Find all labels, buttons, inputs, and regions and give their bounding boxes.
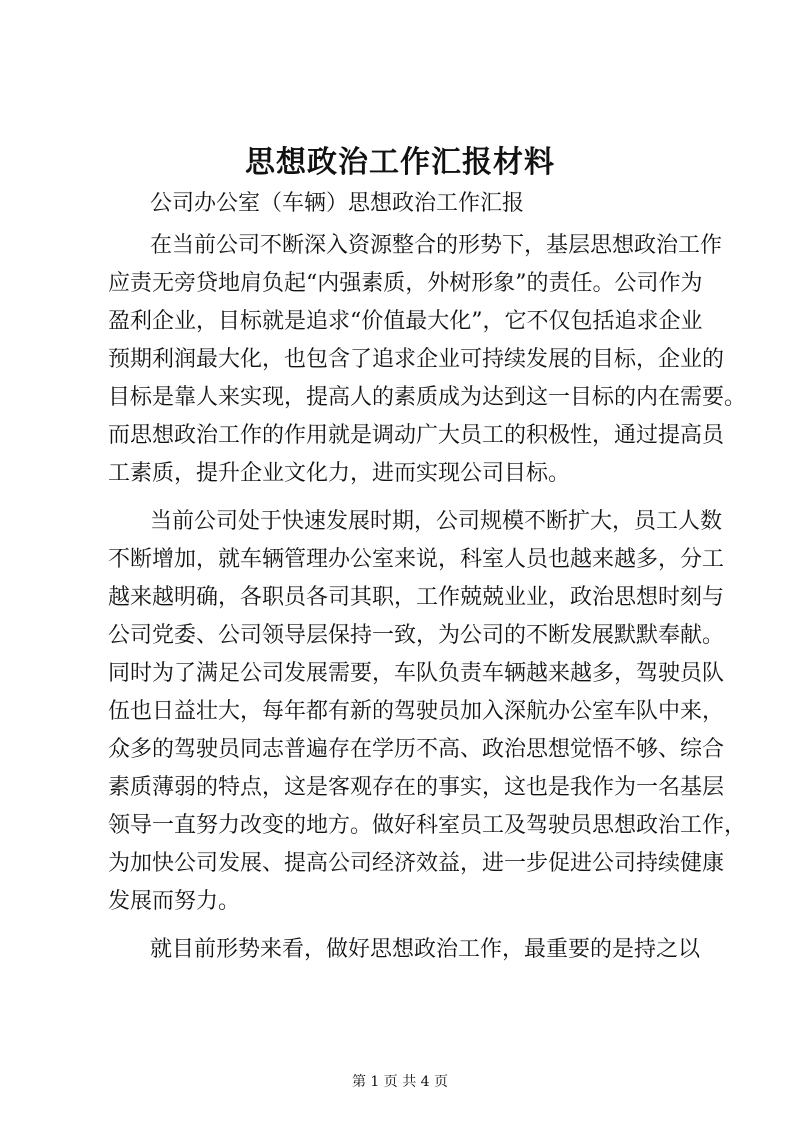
paragraph-line: 预期利润最大化，也包含了追求企业可持续发展的目标，企业的 (108, 347, 725, 372)
document-title: 思想政治工作汇报材料 (245, 145, 555, 180)
paragraph-line: 应责无旁贷地肩负起“内强素质，外树形象”的责任。公司作为 (108, 271, 703, 296)
paragraph-line: 伍也日益壮大，每年都有新的驾驶员加入深航办公室车队中来， (108, 699, 725, 724)
paragraph-line: 越来越明确，各职员各司其职，工作兢兢业业，政治思想时刻与 (108, 585, 725, 610)
paragraph-line: 发展而努力。 (108, 889, 241, 914)
paragraph-line: 在当前公司不断深入资源整合的形势下，基层思想政治工作 (150, 233, 723, 258)
paragraph-line: 当前公司处于快速发展时期，公司规模不断扩大，员工人数 (150, 509, 723, 534)
paragraph-line: 为加快公司发展、提高公司经济效益，进一步促进公司持续健康 (108, 851, 725, 876)
paragraph-line: 就目前形势来看，做好思想政治工作，最重要的是持之以 (150, 937, 701, 962)
paragraph-line: 众多的驾驶员同志普遍存在学历不高、政治思想觉悟不够、综合 (108, 737, 725, 762)
paragraph-line: 不断增加，就车辆管理办公室来说，科室人员也越来越多，分工 (108, 547, 725, 572)
paragraph-line: 素质薄弱的特点，这是客观存在的事实，这也是我作为一名基层 (108, 775, 725, 800)
paragraph-line: 公司党委、公司领导层保持一致，为公司的不断发展默默奉献。 (108, 623, 725, 648)
paragraph-line: 目标是靠人来实现，提高人的素质成为达到这一目标的内在需要。 (108, 385, 747, 410)
page-footer: 第 1 页 共 4 页 (351, 1074, 449, 1090)
paragraph-line: 领导一直努力改变的地方。做好科室员工及驾驶员思想政治工作， (108, 813, 747, 838)
document-subtitle: 公司办公室（车辆）思想政治工作汇报 (150, 191, 525, 216)
paragraph-line: 同时为了满足公司发展需要，车队负责车辆越来越多，驾驶员队 (108, 661, 725, 686)
paragraph-line: 工素质，提升企业文化力，进而实现公司目标。 (108, 461, 571, 486)
paragraph-line: 盈利企业，目标就是追求“价值最大化”，它不仅包括追求企业 (108, 309, 703, 334)
paragraph-line: 而思想政治工作的作用就是调动广大员工的积极性，通过提高员 (108, 423, 725, 448)
